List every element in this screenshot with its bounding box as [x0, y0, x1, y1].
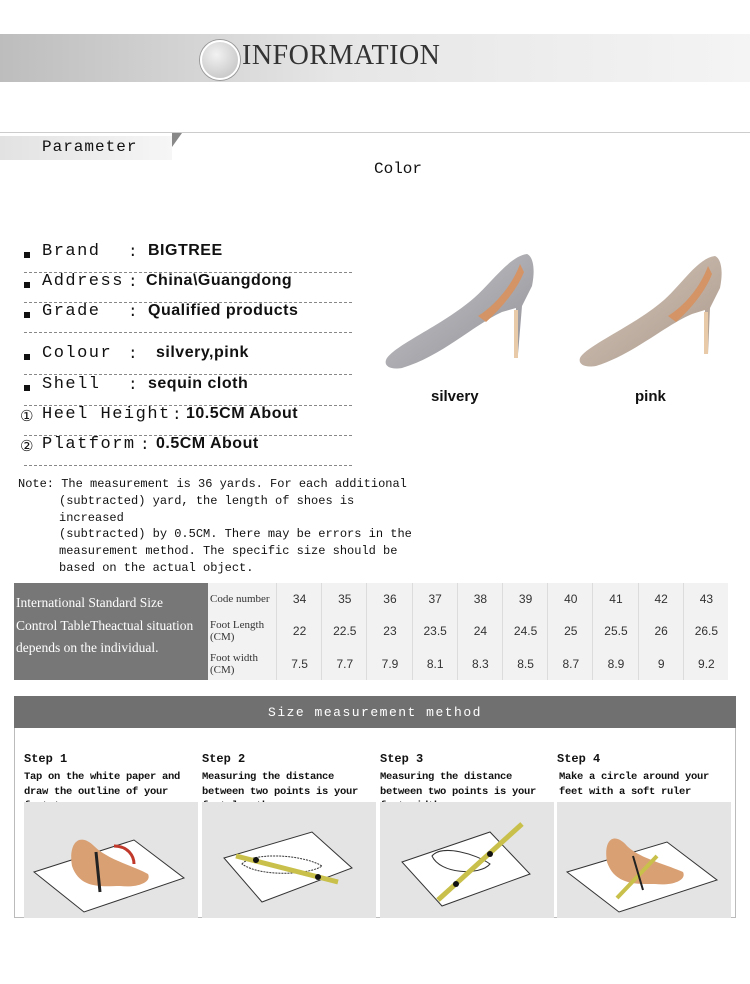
size-cell: 25.5 — [592, 615, 638, 647]
size-cell: 25 — [547, 615, 593, 647]
size-cell: 37 — [412, 583, 458, 615]
size-cell: 41 — [592, 583, 638, 615]
param-row-address: Address : China\Guangdong — [24, 274, 352, 303]
size-cell: 42 — [638, 583, 684, 615]
param-row-heel-height: ① Heel Height : 10.5CM About — [24, 407, 352, 436]
param-row-shell: Shell : sequin cloth — [24, 377, 352, 406]
parameter-label: Parameter — [42, 138, 138, 156]
size-cell: 22.5 — [321, 615, 367, 647]
circled-one-icon: ① — [20, 407, 34, 425]
page-title: INFORMATION — [242, 40, 441, 71]
param-value: China\Guangdong — [146, 272, 293, 289]
param-key: Shell — [42, 375, 101, 394]
row-header: Foot Length (CM) — [210, 619, 265, 643]
step-2: Step 2 Measuring the distance between two points is your foot length. — [202, 752, 372, 932]
param-row-colour: Colour : silvery,pink — [24, 346, 352, 375]
size-table-title: International Standard Size Control TableTheactual situation depends on the individual. — [14, 583, 208, 680]
pink-shoe-image — [578, 250, 728, 368]
param-key: Heel Height — [42, 405, 171, 424]
size-cell: 22 — [276, 615, 322, 647]
size-cell: 9.2 — [683, 647, 729, 680]
size-cell: 43 — [683, 583, 729, 615]
size-cell: 8.3 — [457, 647, 503, 680]
color-label: Color — [374, 160, 423, 178]
circled-two-icon: ② — [20, 437, 34, 455]
size-cell: 8.7 — [547, 647, 593, 680]
size-table-row — [208, 583, 728, 616]
size-cell: 39 — [502, 583, 548, 615]
size-cell: 7.5 — [276, 647, 322, 680]
silvery-shoe-image — [382, 246, 540, 370]
bullet-icon — [24, 354, 30, 360]
size-cell: 36 — [366, 583, 412, 615]
size-cell: 24.5 — [502, 615, 548, 647]
param-key: Platform — [42, 435, 136, 454]
trace-foot-illustration — [24, 802, 198, 918]
divider — [0, 132, 750, 133]
size-cell: 24 — [457, 615, 503, 647]
param-row-brand: Brand : BIGTREE — [24, 244, 352, 273]
row-header: Foot width (CM) — [210, 651, 258, 676]
step-3: Step 3 Measuring the distance between two points is your foot width. — [380, 752, 550, 932]
size-table-row — [208, 647, 728, 681]
param-value: BIGTREE — [148, 242, 223, 259]
shoe-label-pink: pink — [635, 388, 666, 405]
step-1: Step 1 Tap on the white paper and draw the outline of your footsteps — [24, 752, 194, 932]
measurement-title: Size measurement method — [14, 696, 736, 728]
size-cell: 7.7 — [321, 647, 367, 680]
bullet-icon — [24, 385, 30, 391]
tab-corner — [172, 133, 182, 147]
size-cell: 8.1 — [412, 647, 458, 680]
circle-ornament-icon — [200, 40, 240, 80]
param-key: Colour — [42, 344, 113, 363]
note-label: Note: — [18, 477, 55, 491]
param-row-platform: ② Platform : 0.5CM About — [24, 437, 352, 466]
shoe-label-silvery: silvery — [431, 388, 479, 405]
size-cell: 35 — [321, 583, 367, 615]
param-value: sequin cloth — [148, 375, 249, 392]
size-cell: 8.5 — [502, 647, 548, 680]
size-cell: 26 — [638, 615, 684, 647]
foot-length-illustration — [202, 802, 376, 918]
ruler-circle-illustration — [557, 802, 731, 918]
size-cell: 38 — [457, 583, 503, 615]
size-cell: 23.5 — [412, 615, 458, 647]
size-note: Note: The measurement is 36 yards. For each additional (subtracted) yard, the length of shoes is increased (subtracted) by 0.5CM. There may be errors in the measurement method. The specific size should be based on the actual object. — [18, 477, 412, 575]
param-value: silvery,pink — [156, 344, 249, 361]
step-4: Step 4 Make a circle around your feet with a soft ruler — [557, 752, 727, 932]
size-cell: 40 — [547, 583, 593, 615]
size-cell: 8.9 — [592, 647, 638, 680]
row-header: Code number — [210, 593, 270, 605]
param-key: Address — [42, 272, 124, 291]
size-table-row — [208, 615, 728, 648]
size-cell: 34 — [276, 583, 322, 615]
bullet-icon — [24, 282, 30, 288]
param-value: 0.5CM About — [156, 435, 259, 452]
param-row-grade: Grade : Qualified products — [24, 304, 352, 333]
size-cell: 9 — [638, 647, 684, 680]
bullet-icon — [24, 252, 30, 258]
size-cell: 7.9 — [366, 647, 412, 680]
param-key: Grade — [42, 302, 101, 321]
param-value: 10.5CM About — [186, 405, 299, 422]
bullet-icon — [24, 312, 30, 318]
size-cell: 26.5 — [683, 615, 729, 647]
foot-width-illustration — [380, 802, 554, 918]
param-value: Qualified products — [148, 302, 299, 319]
param-key: Brand — [42, 242, 101, 261]
size-table — [208, 583, 728, 680]
size-cell: 23 — [366, 615, 412, 647]
